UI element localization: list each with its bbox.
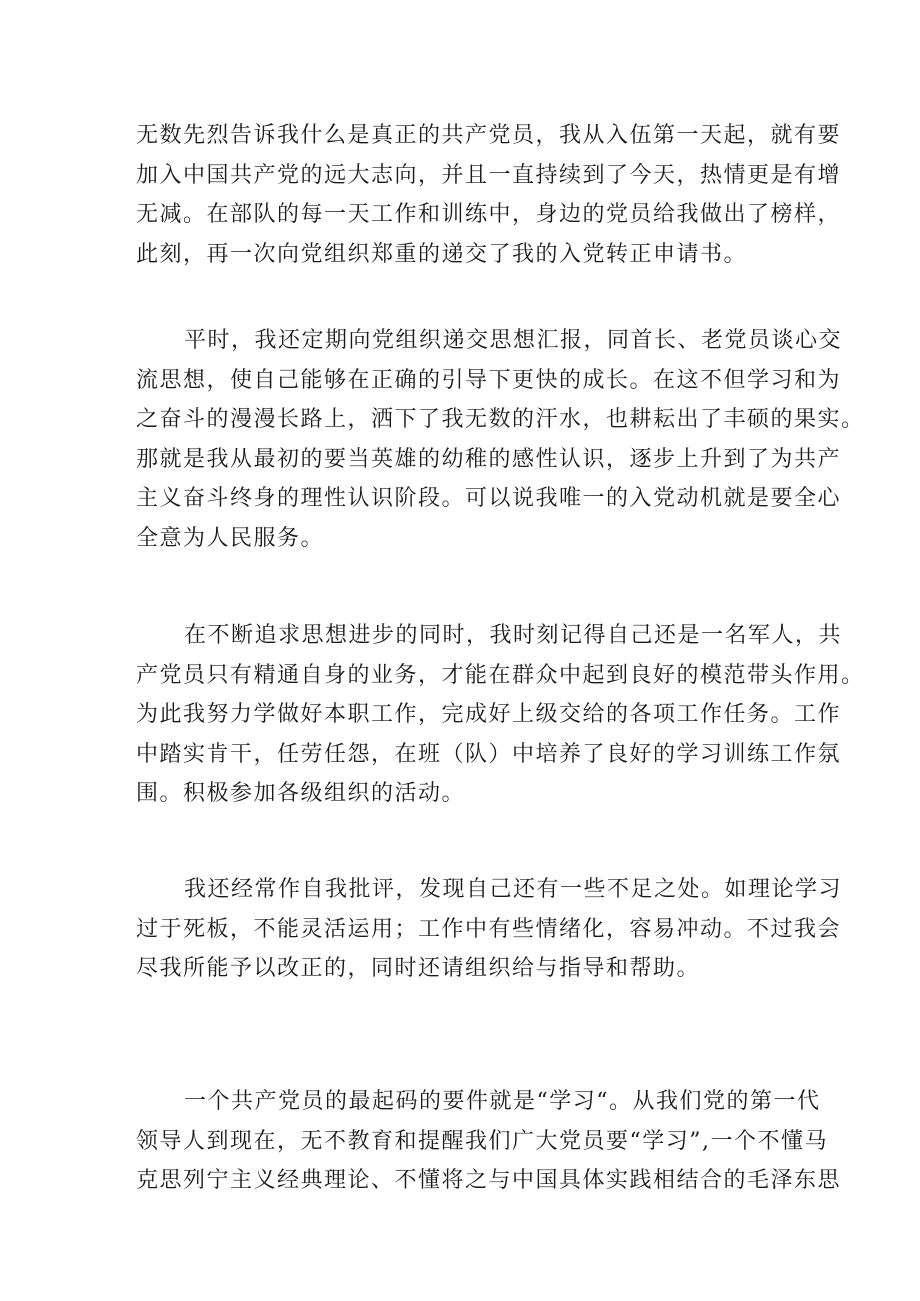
text-line: 过于死板，不能灵活运用；工作中有些情绪化，容易冲动。不过我会 — [136, 916, 842, 942]
text-line: 领导人到现在，无不教育和提醒我们广大党员要“学习”,一个不懂马 — [136, 1128, 828, 1154]
text-line: 产党员只有精通自身的业务，才能在群众中起到良好的模范带头作用。 — [136, 662, 865, 688]
paragraph-4 — [136, 870, 843, 989]
text-line: 围。积极参加各级组织的活动。 — [136, 781, 466, 806]
text-line: 全意为人民服务。 — [136, 525, 325, 551]
paragraph-1 — [136, 116, 842, 274]
text-line: 流思想，使自己能够在正确的引导下更快的成长。在这不但学习和为 — [136, 367, 842, 393]
text-line: 平时，我还定期向党组织递交思想汇报，同首长、老党员谈心交 — [184, 328, 843, 353]
text-line: 尽我所能予以改正的，同时还请组织给与指导和帮助。 — [136, 956, 701, 981]
text-line: 无数先烈告诉我什么是真正的共产党员，我从入伍第一天起，就有要 — [136, 123, 842, 148]
text-line: 主义奋斗终身的理性认识阶段。可以说我唯一的入党动机就是要全心 — [136, 486, 842, 511]
text-line: 之奋斗的漫漫长路上，洒下了我无数的汗水，也耕耘出了丰硕的果实。 — [136, 407, 865, 432]
text-line: 那就是我从最初的要当英雄的幼稚的感性认识，逐步上升到了为共产 — [136, 446, 842, 472]
text-line: 此刻，再一次向党组织郑重的递交了我的入党转正申请书。 — [136, 241, 748, 267]
paragraph-2 — [136, 321, 865, 558]
paragraph-5 — [136, 1082, 842, 1201]
text-line: 在不断追求思想进步的同时，我时刻记得自己还是一名军人，共 — [184, 623, 843, 648]
paragraph-3 — [136, 616, 865, 814]
text-line: 克思列宁主义经典理论、不懂将之与中国具体实践相结合的毛泽东思 — [136, 1168, 842, 1193]
text-line: 一个共产党员的最起码的要件就是“学习“。从我们党的第一代 — [184, 1089, 821, 1114]
text-line: 中踏实肯干，任劳任怨，在班（队）中培养了良好的学习训练工作氛 — [136, 741, 842, 767]
text-line: 我还经常作自我批评，发现自己还有一些不足之处。如理论学习 — [184, 877, 843, 902]
text-line: 为此我努力学做好本职工作，完成好上级交给的各项工作任务。工作 — [136, 702, 842, 727]
text-line: 无减。在部队的每一天工作和训练中，身边的党员给我做出了榜样， — [136, 202, 842, 227]
text-line: 加入中国共产党的远大志向，并且一直持续到了今天，热情更是有增 — [136, 162, 842, 188]
